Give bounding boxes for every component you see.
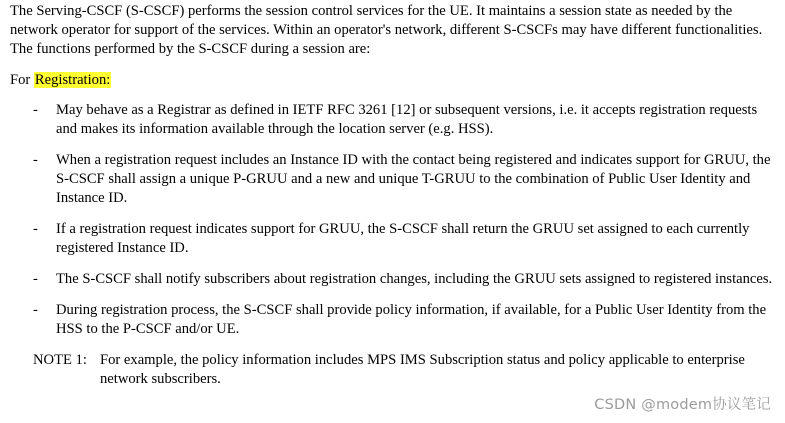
registration-function-list: [10, 101, 780, 339]
list-item-text: When a registration request includes an Instance ID with the contact being registered and indicates support for GRUU, the S-CSCF shall assign a unique P-GRUU and a new and unique T-GRUU to the combination of Public User Identity and Instance ID.: [56, 152, 771, 206]
list-dash: -: [33, 271, 38, 287]
note-label: NOTE 1:: [33, 352, 87, 368]
section-prefix: For: [10, 72, 34, 88]
list-dash: -: [33, 302, 38, 318]
note-text: For example, the policy information includes MPS IMS Subscription status and policy applicable to enterprise network subscribers.: [100, 352, 745, 387]
list-item-text: If a registration request indicates support for GRUU, the S-CSCF shall return the GRUU set assigned to each currently registered Instance ID.: [56, 221, 750, 256]
list-dash: -: [33, 152, 38, 168]
list-item: [10, 101, 780, 139]
section-heading: [10, 71, 780, 90]
list-item: [10, 270, 780, 289]
document-body: [10, 2, 780, 389]
list-item: [10, 151, 780, 208]
note-1: [33, 351, 780, 389]
list-dash: -: [33, 102, 38, 118]
list-item: [10, 220, 780, 258]
highlighted-registration-label: Registration:: [34, 72, 111, 88]
list-item-text: During registration process, the S-CSCF shall provide policy information, if available, for a Public User Identity from the HSS to the P-CSCF and/or UE.: [56, 302, 767, 337]
list-item-text: May behave as a Registrar as defined in IETF RFC 3261 [12] or subsequent versions, i.e. it accepts registration requests and makes its information available through the location server (e.g. HSS).: [56, 102, 758, 137]
list-item-text: The S-CSCF shall notify subscribers about registration changes, including the GRUU sets assigned to registered instances.: [56, 271, 773, 287]
list-item: [10, 301, 780, 339]
csdn-watermark: CSDN @modem协议笔记: [594, 397, 771, 413]
intro-paragraph: The Serving-CSCF (S-CSCF) performs the session control services for the UE. It maintains a session state as needed by the network operator for support of the services. Within an operator's network, different S-CSCFs may have different functionalities. The functions performed by the S-CSCF during a session are:: [10, 3, 763, 57]
list-dash: -: [33, 221, 38, 237]
